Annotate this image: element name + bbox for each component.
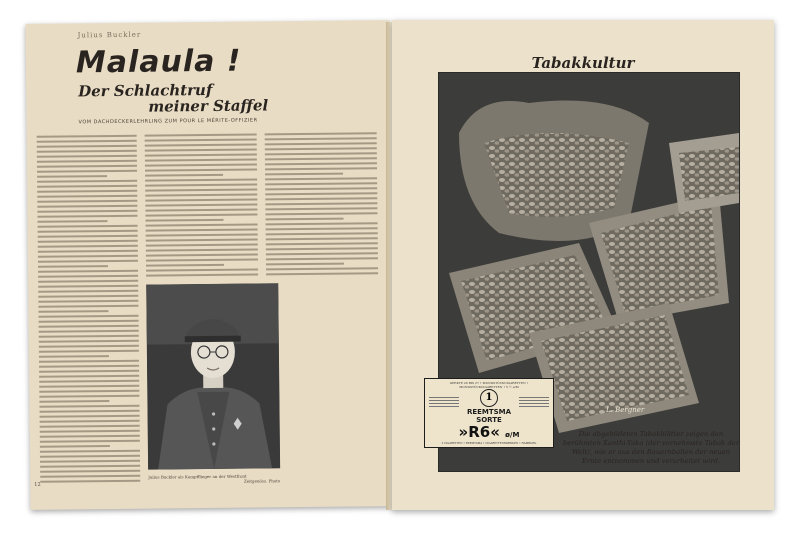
text-line	[38, 255, 138, 258]
text-line	[38, 275, 138, 278]
article-title: Malaula !	[75, 43, 242, 81]
text-column-1	[37, 135, 141, 486]
text-line	[145, 144, 257, 147]
pack-product-name	[425, 423, 553, 441]
text-line	[265, 137, 377, 140]
text-line	[266, 242, 378, 245]
photo-caption	[148, 473, 280, 484]
text-line	[39, 360, 139, 363]
text-line	[266, 222, 378, 225]
text-line	[265, 187, 377, 190]
text-line	[38, 225, 138, 228]
text-line	[265, 202, 377, 205]
text-line	[39, 335, 139, 338]
pack-text-line	[429, 406, 459, 407]
pack-logo: 1	[480, 389, 498, 407]
text-line	[146, 219, 224, 222]
article-subtitle	[78, 81, 268, 115]
text-line	[146, 253, 258, 256]
text-line	[37, 155, 137, 158]
text-line	[146, 228, 258, 231]
text-line	[266, 263, 344, 266]
text-line	[38, 220, 108, 223]
text-line	[38, 265, 108, 268]
text-line	[39, 380, 139, 383]
text-line	[40, 470, 140, 473]
cigarette-pack	[424, 378, 554, 448]
text-line	[266, 232, 378, 235]
text-line	[145, 194, 257, 197]
text-line	[145, 184, 257, 187]
pack-text-line	[429, 403, 459, 404]
text-line	[146, 233, 258, 236]
text-line	[40, 420, 140, 423]
text-line	[145, 199, 257, 202]
text-line	[38, 245, 138, 248]
text-line	[40, 415, 140, 418]
text-line	[145, 159, 257, 162]
text-line	[39, 340, 139, 343]
left-page	[25, 20, 394, 510]
text-line	[38, 300, 138, 303]
pack-product-suffix: ø/M	[505, 431, 520, 439]
text-line	[38, 280, 138, 283]
pack-side-text-left	[429, 395, 459, 409]
page-number: 12	[34, 481, 41, 488]
text-line	[265, 192, 377, 195]
text-line	[37, 170, 137, 173]
text-line	[37, 185, 137, 188]
text-line	[39, 400, 109, 403]
photo-caption-text: Julius Buckler als Kampfflieger an der Westfront	[148, 473, 247, 480]
text-line	[40, 445, 110, 448]
text-line	[265, 152, 377, 155]
text-line	[40, 475, 140, 478]
text-line	[39, 315, 139, 318]
text-line	[37, 150, 137, 153]
text-line	[265, 142, 377, 145]
text-line	[146, 223, 258, 226]
pack-text-line	[429, 400, 459, 401]
pack-bottom-text: 5 CIGARETTEN • REEMTSMA • CIGARETTENFABRIKEN • HAMBURG	[441, 442, 537, 445]
text-line	[266, 252, 378, 255]
text-line	[38, 295, 138, 298]
text-line	[38, 270, 138, 273]
text-line	[40, 425, 140, 428]
text-line	[38, 285, 138, 288]
text-line	[145, 164, 257, 167]
text-line	[145, 149, 257, 152]
pack-top-text: GEEKTE 20 BIS 27 • MUNDSTÜCKCIGARETTEN • MUNDSTÜCKCIGARETTEN • 5 ½ ø/M	[449, 381, 529, 389]
subtitle-line-1: Der Schlachtruf	[78, 80, 213, 101]
text-line	[265, 173, 343, 176]
text-line	[38, 310, 108, 313]
text-line	[40, 450, 140, 453]
text-line	[37, 140, 137, 143]
text-line	[39, 370, 139, 373]
pack-text-line	[519, 397, 549, 398]
text-line	[266, 257, 378, 260]
text-line	[40, 455, 140, 458]
text-line	[145, 214, 257, 217]
photo-credit: Zeitgenöss. Photo	[243, 478, 281, 484]
text-line	[39, 395, 139, 398]
text-line	[38, 230, 138, 233]
text-column-2	[145, 134, 259, 280]
text-line	[266, 227, 378, 230]
text-line	[40, 430, 140, 433]
right-page	[392, 20, 774, 510]
portrait-photo	[146, 283, 280, 469]
text-line	[145, 174, 223, 177]
text-line	[37, 165, 137, 168]
text-line	[265, 177, 377, 180]
pack-text-line	[429, 397, 459, 398]
text-line	[39, 355, 109, 358]
text-line	[265, 212, 377, 215]
text-line	[40, 460, 140, 463]
text-line	[265, 182, 377, 185]
text-line	[37, 210, 137, 213]
text-line	[266, 237, 378, 240]
text-line	[146, 248, 258, 251]
text-line	[38, 290, 138, 293]
artist-signature: L. Bergner	[606, 406, 645, 414]
text-line	[40, 435, 140, 438]
photo-caption-right: Die abgebildeten Tabakblätter zeigen den berühmten Xanthi-Yaka (der vornehmste Tabak der Welt), wie er aus den Bauernballen der neuen Ernte entnommen und verarbeitet wird.	[562, 430, 740, 465]
text-line	[145, 139, 257, 142]
text-line	[146, 273, 258, 276]
text-line	[265, 157, 377, 160]
text-line	[38, 250, 138, 253]
text-line	[38, 235, 138, 238]
text-line	[40, 410, 140, 413]
text-line	[146, 238, 258, 241]
text-line	[39, 365, 139, 368]
text-line	[37, 175, 107, 178]
text-line	[39, 330, 139, 333]
text-line	[39, 350, 139, 353]
pack-text-line	[519, 403, 549, 404]
text-line	[265, 162, 377, 165]
text-line	[145, 204, 257, 207]
text-line	[38, 240, 138, 243]
text-line	[37, 180, 137, 183]
text-line	[39, 375, 139, 378]
text-line	[37, 135, 137, 138]
text-line	[265, 167, 377, 170]
text-line	[37, 160, 137, 163]
text-line	[265, 207, 377, 210]
text-line	[40, 480, 140, 483]
text-line	[145, 189, 257, 192]
text-line	[37, 215, 137, 218]
text-line	[145, 169, 257, 172]
text-line	[146, 258, 258, 261]
text-line	[37, 205, 137, 208]
pack-sorte-label: SORTE	[476, 416, 502, 424]
pack-text-line	[519, 400, 549, 401]
text-line	[146, 243, 258, 246]
pack-side-text-right	[519, 395, 549, 409]
text-line	[146, 268, 258, 271]
text-line	[37, 190, 137, 193]
text-line	[265, 147, 377, 150]
text-line	[146, 264, 224, 267]
text-line	[39, 320, 139, 323]
author-name: Julius Buckler	[77, 30, 142, 40]
text-line	[265, 132, 377, 135]
pack-text-line	[519, 406, 549, 407]
text-line	[39, 325, 139, 328]
text-line	[145, 209, 257, 212]
text-line	[38, 305, 138, 308]
ad-headline: Tabakkultur	[531, 54, 635, 72]
text-line	[39, 390, 139, 393]
text-line	[266, 272, 378, 275]
article-byline: VOM DACHDECKERLEHRLING ZUM POUR LE MÉRITE-OFFIZIER	[78, 117, 258, 126]
text-line	[39, 385, 139, 388]
text-line	[266, 218, 344, 221]
text-line	[37, 200, 137, 203]
pack-brand: REEMTSMA	[466, 408, 512, 416]
pack-product: »R6«	[458, 423, 500, 441]
text-line	[39, 405, 139, 408]
text-line	[266, 247, 378, 250]
text-line	[266, 267, 378, 270]
text-line	[145, 154, 257, 157]
text-line	[39, 345, 139, 348]
text-line	[265, 197, 377, 200]
text-line	[37, 195, 137, 198]
subtitle-line-2: meiner Staffel	[148, 96, 269, 116]
text-line	[38, 260, 138, 263]
text-column-3	[265, 132, 379, 278]
text-line	[40, 440, 140, 443]
text-line	[37, 145, 137, 148]
text-line	[145, 179, 257, 182]
text-line	[145, 134, 257, 137]
text-line	[40, 465, 140, 468]
